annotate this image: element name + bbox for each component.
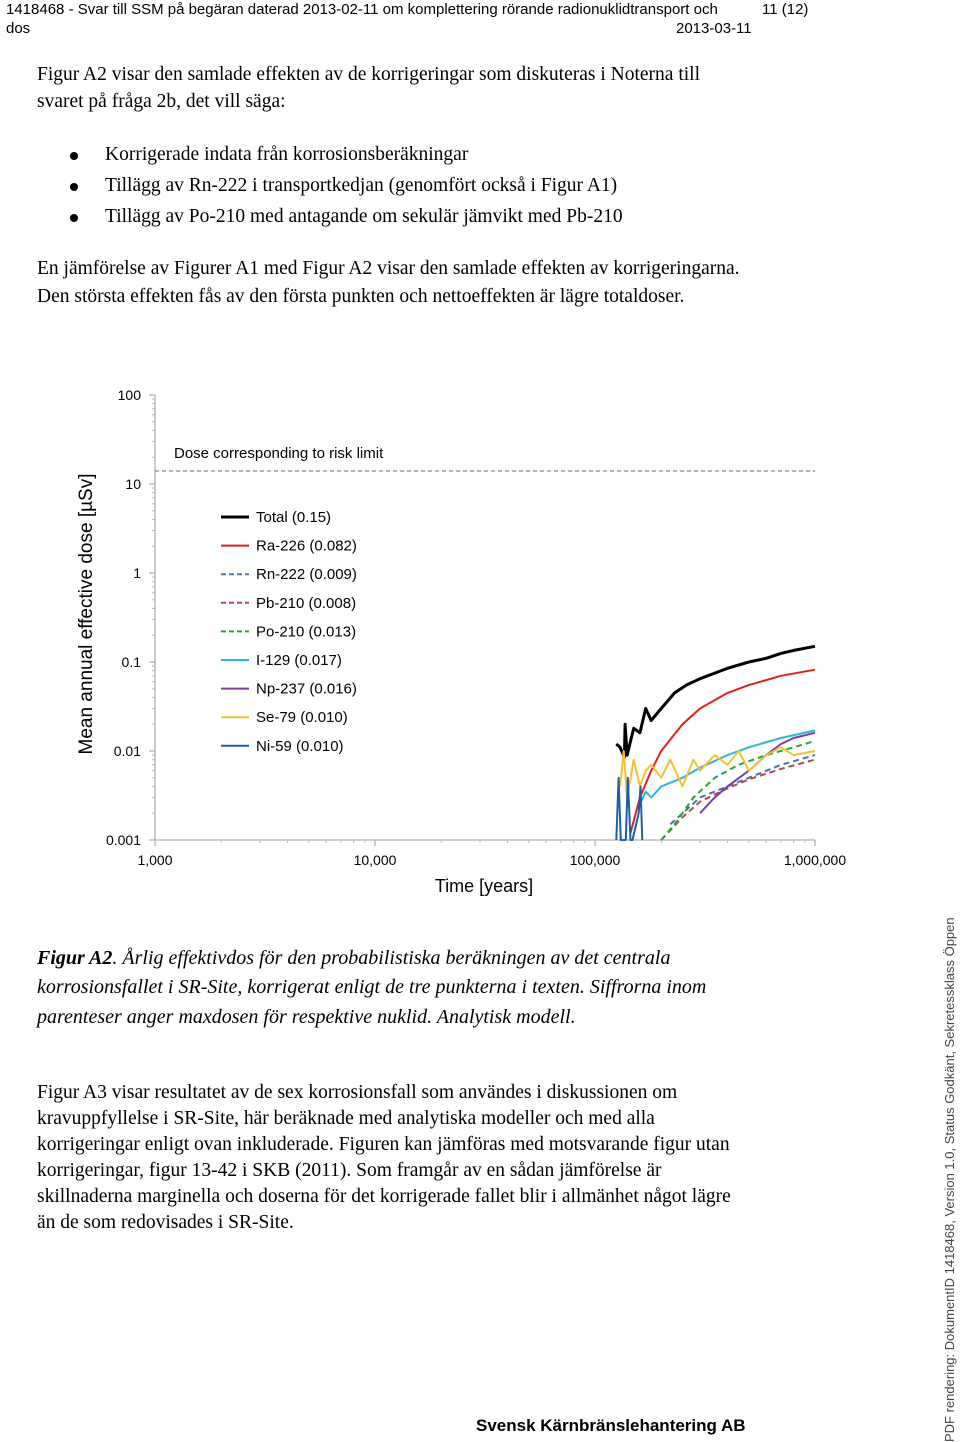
chart-legend (221, 509, 357, 755)
para3-line: skillnaderna marginella och doserna för det korrigerade fallet blir i allmänhet något lägre (37, 1186, 731, 1207)
y-tick-label: 0.1 (121, 654, 141, 670)
figure-caption (37, 944, 670, 973)
legend-label: Np-237 (0.016) (256, 680, 357, 698)
legend-label: Pb-210 (0.008) (256, 594, 357, 612)
legend-label: Ni-59 (0.010) (256, 737, 344, 755)
y-tick-label: 10 (125, 476, 141, 492)
x-axis-label: Time [years] (434, 876, 534, 896)
series-line (616, 646, 815, 757)
x-tick-label: 100,000 (569, 852, 621, 868)
legend-label: Rn-222 (0.009) (256, 566, 357, 584)
bullet-dot (70, 183, 78, 191)
series-line (620, 747, 815, 797)
caption-label: Figur A2 (37, 947, 113, 969)
legend-label: Se-79 (0.010) (256, 709, 348, 727)
series-line (661, 760, 815, 840)
x-tick-label: 1,000 (137, 852, 173, 868)
y-axis-label: Mean annual effective dose [µSv] (76, 473, 97, 755)
page-number: 11 (12) (762, 1, 809, 18)
caption-line-2: korrosionsfallet i SR-Site, korrigerat enligt de tre punkterna i texten. Siffrorna inom (37, 976, 707, 998)
bullet-item: Tillägg av Rn-222 i transportkedjan (genomfört också i Figur A1) (105, 175, 618, 196)
series-line (661, 741, 815, 840)
para3-line: korrigeringar enligt ovan inkluderade. Figuren kan jämföras med motsvarande figur utan (37, 1134, 730, 1155)
x-tick-label: 1,000,000 (783, 852, 847, 868)
footer-company: Svensk Kärnbränslehantering AB (476, 1416, 746, 1435)
bullet-dot (70, 152, 78, 160)
y-tick-label: 100 (117, 387, 141, 403)
bullet-item: Korrigerade indata från korrosionsberäkningar (105, 144, 469, 165)
para3-line: Figur A3 visar resultatet av de sex korrosionsfall som användes i diskussionen om (37, 1082, 678, 1103)
caption-line-3: parenteser anger maxdosen för respektive nuklid. Analytisk modell. (37, 1006, 576, 1028)
bullet-item: Tillägg av Po-210 med antagande om sekulär jämvikt med Pb-210 (105, 206, 623, 227)
header-title: 1418468 - Svar till SSM på begäran daterad 2013-02-11 om komplettering rörande radionuklidtransport och (6, 1, 718, 18)
y-tick-label: 1 (133, 565, 141, 581)
legend-label: I-129 (0.017) (256, 652, 342, 669)
reference-line-label: Dose corresponding to risk limit (174, 445, 384, 462)
caption-line-1: . Årlig effektivdos för den probabilistiska beräkningen av det centrala (112, 947, 671, 969)
intro-line-2: svaret på fråga 2b, det vill säga: (37, 91, 286, 112)
legend-label: Ra-226 (0.082) (256, 537, 357, 555)
x-tick-label: 10,000 (353, 852, 397, 868)
side-note: PDF rendering: DokumentID 1418468, Version 1.0, Status Godkänt, Sekretessklass Öppen (942, 917, 957, 1442)
legend-label: Total (0.15) (256, 509, 332, 526)
legend-label: Po-210 (0.013) (256, 623, 357, 641)
para3-line: än de som redovisades i SR-Site. (37, 1212, 294, 1233)
chart-series (616, 646, 815, 840)
header-title-continued: dos (6, 20, 31, 37)
header-date: 2013-03-11 (676, 20, 752, 37)
para2-line-2: Den största effekten fås av den första punkten och nettoeffekten är lägre totaldoser. (37, 286, 685, 307)
para3-line: kravuppfyllelse i SR-Site, här beräknade med analytiska modeller och med alla (37, 1108, 655, 1129)
y-tick-label: 0.001 (105, 832, 141, 848)
y-tick-label: 0.01 (113, 743, 141, 759)
intro-line-1: Figur A2 visar den samlade effekten av de korrigeringar som diskuteras i Noterna till (37, 64, 700, 85)
para3-line: korrigeringar, figur 13-42 i SKB (2011). Som framgår av en sådan jämförelse är (37, 1160, 662, 1181)
dose-chart (0, 370, 960, 910)
para2-line-1: En jämförelse av Figurer A1 med Figur A2 visar den samlade effekten av korrigeringarna. (37, 258, 740, 279)
bullet-dot (70, 214, 78, 222)
